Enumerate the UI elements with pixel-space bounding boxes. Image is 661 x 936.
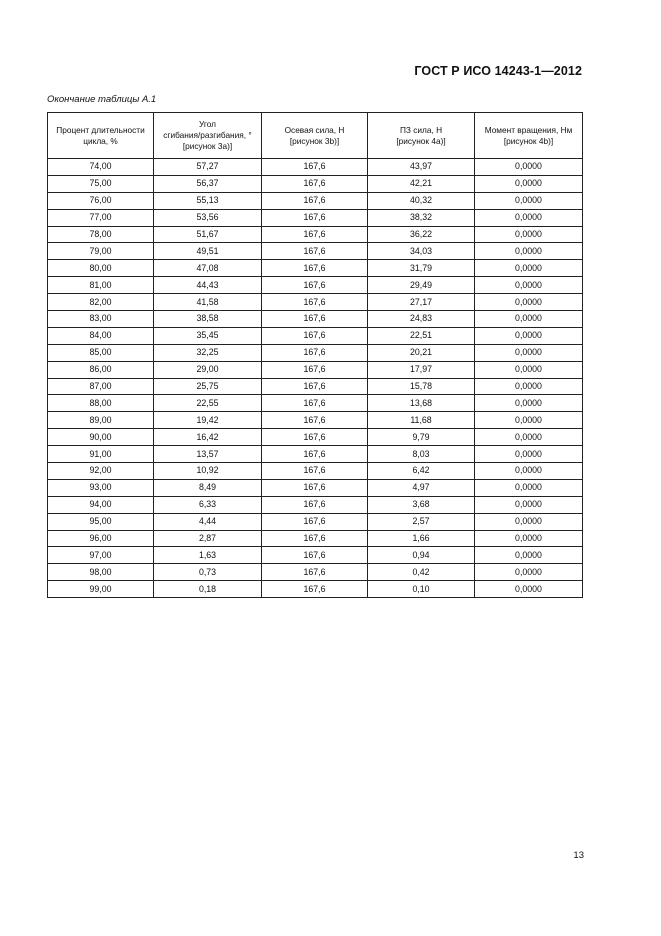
table-row — [48, 175, 583, 192]
table-row — [48, 277, 583, 294]
table-cell: 36,22 — [368, 226, 475, 243]
table-row — [48, 344, 583, 361]
table-cell: 10,92 — [154, 463, 262, 480]
table-cell: 11,68 — [368, 412, 475, 429]
table-cell: 94,00 — [48, 496, 154, 513]
table-cell: 13,57 — [154, 446, 262, 463]
table-cell: 96,00 — [48, 530, 154, 547]
table-cell: 77,00 — [48, 209, 154, 226]
table-cell: 19,42 — [154, 412, 262, 429]
table-cell: 31,79 — [368, 260, 475, 277]
table-cell: 29,49 — [368, 277, 475, 294]
table-cell: 0,0000 — [475, 429, 583, 446]
table-row — [48, 209, 583, 226]
table-cell: 38,32 — [368, 209, 475, 226]
table-cell: 53,56 — [154, 209, 262, 226]
table-cell: 34,03 — [368, 243, 475, 260]
table-cell: 13,68 — [368, 395, 475, 412]
table-cell: 87,00 — [48, 378, 154, 395]
table-cell: 0,10 — [368, 581, 475, 598]
table-cell: 0,0000 — [475, 547, 583, 564]
column-header-cycle-percent — [48, 113, 154, 159]
document-code: ГОСТ Р ИСО 14243-1—2012 — [414, 64, 582, 78]
table-cell: 75,00 — [48, 175, 154, 192]
table-cell: 6,42 — [368, 463, 475, 480]
table-cell: 167,6 — [262, 294, 368, 311]
table-cell: 29,00 — [154, 361, 262, 378]
table-cell: 92,00 — [48, 463, 154, 480]
table-cell: 0,0000 — [475, 311, 583, 328]
table-cell: 84,00 — [48, 327, 154, 344]
table-cell: 0,0000 — [475, 361, 583, 378]
table-cell: 167,6 — [262, 175, 368, 192]
column-header-line: Осевая сила, Н — [284, 124, 345, 135]
column-header-line: ПЗ сила, Н — [399, 124, 443, 135]
table-row — [48, 463, 583, 480]
table-cell: 167,6 — [262, 496, 368, 513]
table-cell: 3,68 — [368, 496, 475, 513]
column-header-line: сгибания/разгибания, ° — [163, 130, 252, 140]
table-cell: 43,97 — [368, 159, 475, 176]
table-cell: 98,00 — [48, 564, 154, 581]
table-row — [48, 311, 583, 328]
column-header-line: Момент вращения, Нм — [484, 124, 573, 135]
table-cell: 86,00 — [48, 361, 154, 378]
table-cell: 0,0000 — [475, 294, 583, 311]
column-header-line: [рисунок 4а)] — [396, 135, 446, 146]
table-row — [48, 243, 583, 260]
table-row — [48, 564, 583, 581]
table-cell: 167,6 — [262, 564, 368, 581]
table-row — [48, 513, 583, 530]
table-cell: 79,00 — [48, 243, 154, 260]
table-row — [48, 395, 583, 412]
table-row — [48, 530, 583, 547]
table-cell: 0,0000 — [475, 564, 583, 581]
table-cell: 47,08 — [154, 260, 262, 277]
table-cell: 27,17 — [368, 294, 475, 311]
table-cell: 81,00 — [48, 277, 154, 294]
table-caption: Окончание таблицы А.1 — [47, 94, 157, 105]
table-cell: 8,03 — [368, 446, 475, 463]
column-header-line: [рисунок 3а)] — [182, 141, 233, 151]
table-row — [48, 412, 583, 429]
table-cell: 167,6 — [262, 530, 368, 547]
table-cell: 0,73 — [154, 564, 262, 581]
table-cell: 0,0000 — [475, 378, 583, 395]
table-cell: 56,37 — [154, 175, 262, 192]
table-cell: 0,42 — [368, 564, 475, 581]
table-body — [48, 159, 583, 598]
table-header-row — [48, 113, 583, 159]
table-cell: 51,67 — [154, 226, 262, 243]
page-number: 13 — [573, 850, 584, 861]
table-cell: 0,0000 — [475, 496, 583, 513]
table-cell: 0,0000 — [475, 192, 583, 209]
table-cell: 167,6 — [262, 260, 368, 277]
table-row — [48, 327, 583, 344]
table-cell: 97,00 — [48, 547, 154, 564]
table-cell: 40,32 — [368, 192, 475, 209]
table-cell: 44,43 — [154, 277, 262, 294]
table-cell: 85,00 — [48, 344, 154, 361]
table-cell: 74,00 — [48, 159, 154, 176]
table-cell: 93,00 — [48, 479, 154, 496]
table-row — [48, 446, 583, 463]
table-cell: 167,6 — [262, 226, 368, 243]
table-cell: 167,6 — [262, 463, 368, 480]
table-cell: 0,94 — [368, 547, 475, 564]
table-row — [48, 479, 583, 496]
table-cell: 0,0000 — [475, 209, 583, 226]
table-cell: 16,42 — [154, 429, 262, 446]
table-cell: 0,0000 — [475, 226, 583, 243]
table-cell: 57,27 — [154, 159, 262, 176]
table-row — [48, 294, 583, 311]
table-cell: 6,33 — [154, 496, 262, 513]
table-cell: 1,63 — [154, 547, 262, 564]
table-cell: 167,6 — [262, 513, 368, 530]
column-header-line: Угол — [198, 119, 216, 129]
column-header-line: [рисунок 3b)] — [289, 135, 340, 146]
table-cell: 0,0000 — [475, 463, 583, 480]
table-row — [48, 260, 583, 277]
table-cell: 42,21 — [368, 175, 475, 192]
table-cell: 20,21 — [368, 344, 475, 361]
table-cell: 167,6 — [262, 327, 368, 344]
column-header-line: Процент длительности — [56, 124, 145, 135]
table-cell: 0,0000 — [475, 513, 583, 530]
table-cell: 25,75 — [154, 378, 262, 395]
table-cell: 167,6 — [262, 479, 368, 496]
table-cell: 1,66 — [368, 530, 475, 547]
table-cell: 167,6 — [262, 429, 368, 446]
table-cell: 167,6 — [262, 547, 368, 564]
table-cell: 90,00 — [48, 429, 154, 446]
table-cell: 91,00 — [48, 446, 154, 463]
table-cell: 0,0000 — [475, 344, 583, 361]
table-cell: 88,00 — [48, 395, 154, 412]
table-row — [48, 361, 583, 378]
table-cell: 55,13 — [154, 192, 262, 209]
table-cell: 0,0000 — [475, 175, 583, 192]
table-cell: 167,6 — [262, 243, 368, 260]
table-cell: 15,78 — [368, 378, 475, 395]
table-cell: 167,6 — [262, 395, 368, 412]
table-cell: 0,0000 — [475, 479, 583, 496]
column-header-line: [рисунок 4b)] — [503, 135, 554, 146]
table-cell: 0,0000 — [475, 446, 583, 463]
table-cell: 41,58 — [154, 294, 262, 311]
table-cell: 99,00 — [48, 581, 154, 598]
table-cell: 22,55 — [154, 395, 262, 412]
table-row — [48, 581, 583, 598]
table-cell: 32,25 — [154, 344, 262, 361]
table-cell: 167,6 — [262, 446, 368, 463]
table-cell: 22,51 — [368, 327, 475, 344]
table-cell: 167,6 — [262, 581, 368, 598]
table-cell: 2,87 — [154, 530, 262, 547]
table-row — [48, 429, 583, 446]
table-cell: 167,6 — [262, 344, 368, 361]
table-cell: 49,51 — [154, 243, 262, 260]
table-row — [48, 547, 583, 564]
table-cell: 167,6 — [262, 311, 368, 328]
table-cell: 4,44 — [154, 513, 262, 530]
table-cell: 167,6 — [262, 192, 368, 209]
table-cell: 82,00 — [48, 294, 154, 311]
table-cell: 0,0000 — [475, 530, 583, 547]
table-cell: 24,83 — [368, 311, 475, 328]
column-header-torque — [475, 113, 583, 159]
column-header-ap-force — [368, 113, 475, 159]
table-row — [48, 192, 583, 209]
column-header-flexion-angle — [154, 113, 262, 159]
table-cell: 78,00 — [48, 226, 154, 243]
table-cell: 167,6 — [262, 378, 368, 395]
table-cell: 83,00 — [48, 311, 154, 328]
table-cell: 0,0000 — [475, 277, 583, 294]
data-table — [47, 112, 583, 598]
table-cell: 167,6 — [262, 277, 368, 294]
table-cell: 17,97 — [368, 361, 475, 378]
table-cell: 2,57 — [368, 513, 475, 530]
table-cell: 89,00 — [48, 412, 154, 429]
table-cell: 9,79 — [368, 429, 475, 446]
table-cell: 0,0000 — [475, 260, 583, 277]
table-cell: 80,00 — [48, 260, 154, 277]
table-cell: 35,45 — [154, 327, 262, 344]
table-cell: 4,97 — [368, 479, 475, 496]
table-cell: 167,6 — [262, 361, 368, 378]
table-cell: 0,0000 — [475, 243, 583, 260]
column-header-axial-force — [262, 113, 368, 159]
table-cell: 8,49 — [154, 479, 262, 496]
table-cell: 95,00 — [48, 513, 154, 530]
table-cell: 0,18 — [154, 581, 262, 598]
table-row — [48, 378, 583, 395]
table-cell: 0,0000 — [475, 412, 583, 429]
table-cell: 167,6 — [262, 209, 368, 226]
table-row — [48, 496, 583, 513]
table-cell: 167,6 — [262, 412, 368, 429]
table-cell: 76,00 — [48, 192, 154, 209]
table-row — [48, 159, 583, 176]
column-header-line: цикла, % — [83, 135, 118, 146]
table-cell: 38,58 — [154, 311, 262, 328]
table-cell: 0,0000 — [475, 581, 583, 598]
table-cell: 0,0000 — [475, 327, 583, 344]
table-cell: 0,0000 — [475, 395, 583, 412]
table-cell: 167,6 — [262, 159, 368, 176]
table-cell: 0,0000 — [475, 159, 583, 176]
table-row — [48, 226, 583, 243]
